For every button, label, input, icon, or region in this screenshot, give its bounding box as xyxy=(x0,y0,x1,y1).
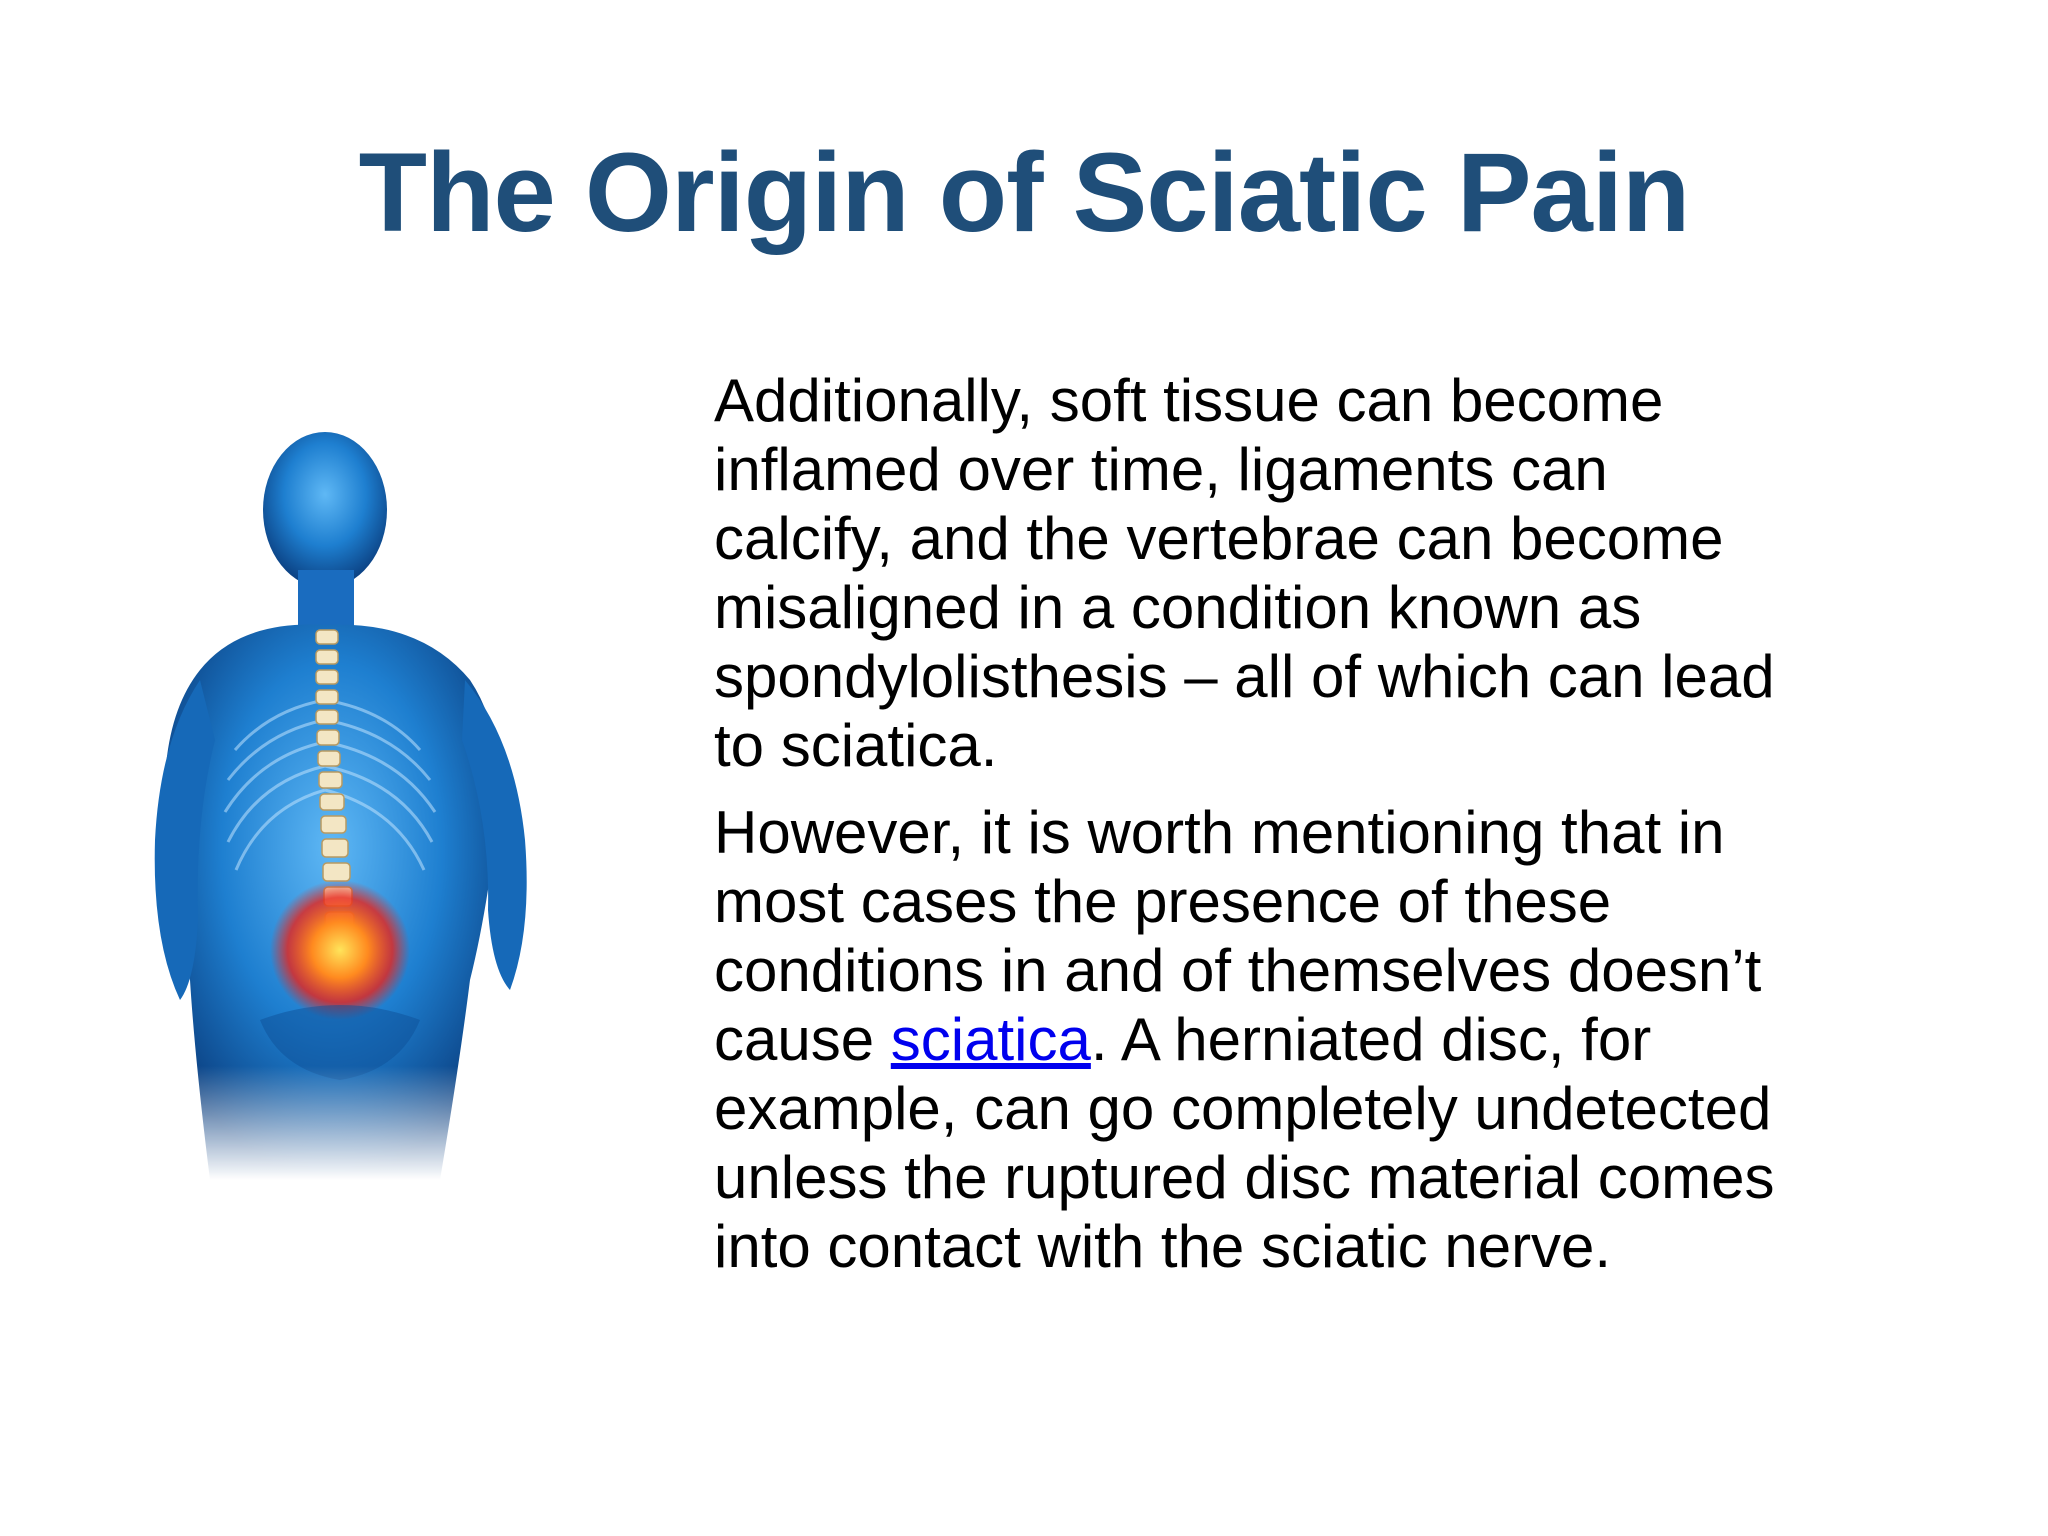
body-text xyxy=(714,366,1924,1299)
sciatica-link[interactable]: sciatica xyxy=(890,1006,1091,1073)
slide-title: The Origin of Sciatic Pain xyxy=(358,130,1690,255)
paragraph-2-text-after: . A herniated disc, for example, can go completely undetected unless the ruptured disc material comes into contact with the sciatic nerve. xyxy=(714,1006,1775,1280)
paragraph-1: Additionally, soft tissue can become inflamed over time, ligaments can calcify, and the vertebrae can become misaligned in a condition known as spondylolisthesis – all of which can lead to sciatica. xyxy=(714,367,1775,779)
paragraph-2-text-before: However, it is worth mentioning that in most cases the presence of these conditions in and of themselves doesn’t cause xyxy=(714,799,1762,1073)
back-pain-illustration xyxy=(140,420,590,1180)
paragraph-2 xyxy=(714,798,1924,1281)
human-back-spine-image xyxy=(140,420,590,1180)
